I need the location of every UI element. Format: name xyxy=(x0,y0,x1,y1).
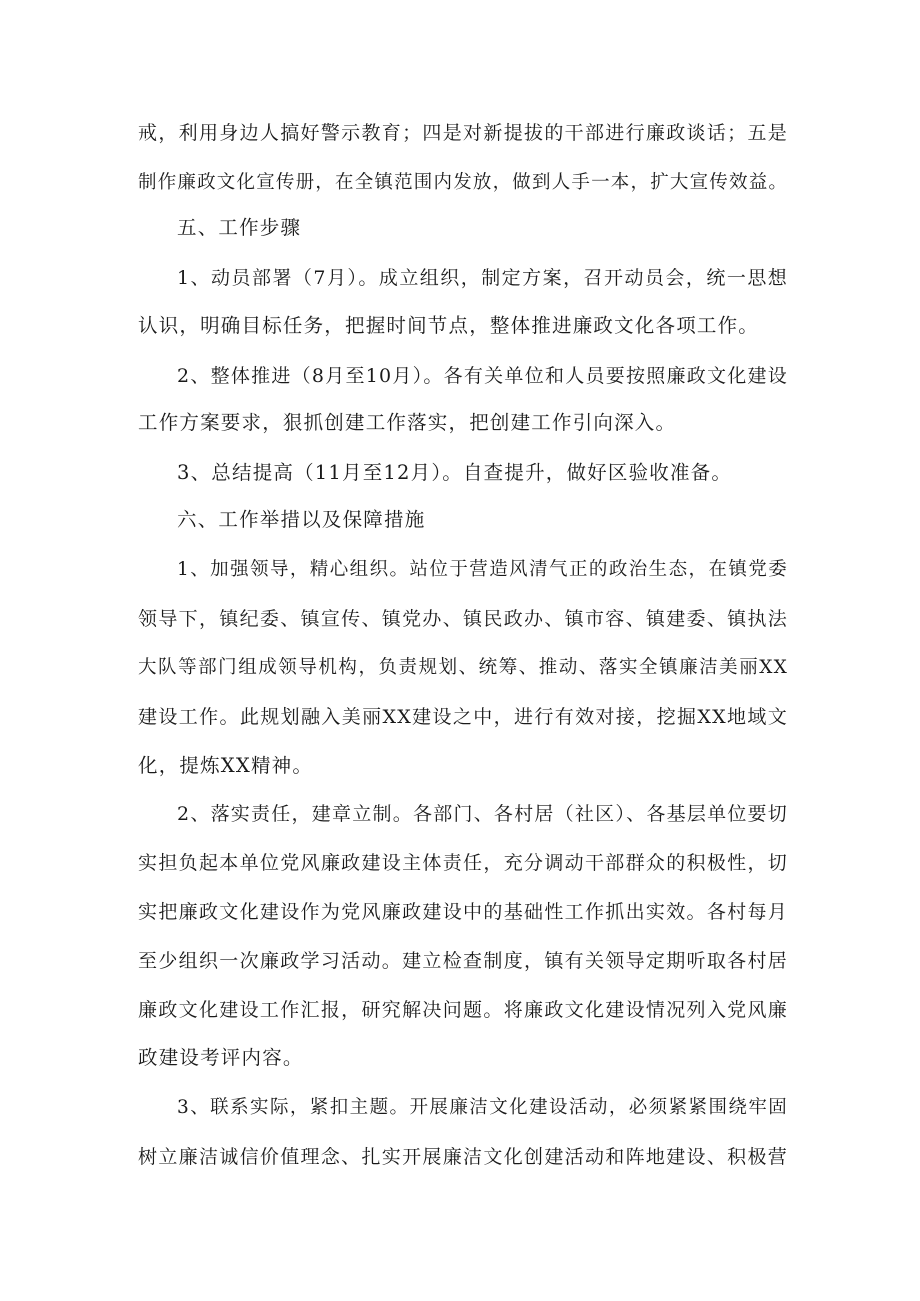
text-line-6: 2、整体推进（8月至10月）。各有关单位和人员要按照廉政文化建设 xyxy=(177,365,788,387)
text-line-14: 化，提炼XX精神。 xyxy=(138,754,314,777)
text-line-10: 1、加强领导，精心组织。站位于营造风清气正的政治生态，在镇党委 xyxy=(177,559,788,580)
text-line-17: 实把廉政文化建设作为党风廉政建设中的基础性工作抓出实效。各村每月 xyxy=(138,901,788,923)
text-line-8: 3、总结提高（11月至12月）。自查提升，做好区验收准备。 xyxy=(177,461,733,484)
text-line-13: 建设工作。此规划融入美丽XX建设之中，进行有效对接，挖掘XX地域文 xyxy=(138,706,788,728)
text-line-15: 2、落实责任，建章立制。各部门、各村居（社区）、各基层单位要切 xyxy=(177,803,788,825)
text-line-21: 3、联系实际，紧扣主题。开展廉洁文化建设活动，必须紧紧围绕牢固 xyxy=(177,1097,788,1118)
section-heading-steps: 五、工作步骤 xyxy=(177,216,302,239)
section-heading-measures: 六、工作举措以及保障措施 xyxy=(177,508,426,531)
text-line-5: 认识，明确目标任务，把握时间节点，整体推进廉政文化各项工作。 xyxy=(138,314,760,337)
text-line-19: 廉政文化建设工作汇报，研究解决问题。将廉政文化建设情况列入党风廉 xyxy=(138,999,788,1021)
text-line-22: 树立廉洁诚信价值理念、扎实开展廉洁文化创建活动和阵地建设、积极营 xyxy=(138,1146,788,1168)
text-line-18: 至少组织一次廉政学习活动。建立检查制度，镇有关领导定期听取各村居 xyxy=(138,950,788,972)
text-line-4: 1、动员部署（7月）。成立组织，制定方案，召开动员会，统一思想 xyxy=(177,267,788,289)
text-line-12: 大队等部门组成领导机构，负责规划、统筹、推动、落实全镇廉洁美丽XX xyxy=(138,657,788,678)
text-line-11: 领导下，镇纪委、镇宣传、镇党办、镇民政办、镇市容、镇建委、镇执法 xyxy=(138,608,788,630)
text-line-16: 实担负起本单位党风廉政建设主体责任，充分调动干部群众的积极性，切 xyxy=(138,852,788,874)
text-line-7: 工作方案要求，狠抓创建工作落实，把创建工作引向深入。 xyxy=(138,411,677,434)
text-line-1: 戒，利用身边人搞好警示教育；四是对新提拔的干部进行廉政谈话；五是 xyxy=(138,122,788,144)
text-line-20: 政建设考评内容。 xyxy=(138,1046,304,1069)
text-line-2: 制作廉政文化宣传册，在全镇范围内发放，做到人手一本，扩大宣传效益。 xyxy=(138,172,789,193)
